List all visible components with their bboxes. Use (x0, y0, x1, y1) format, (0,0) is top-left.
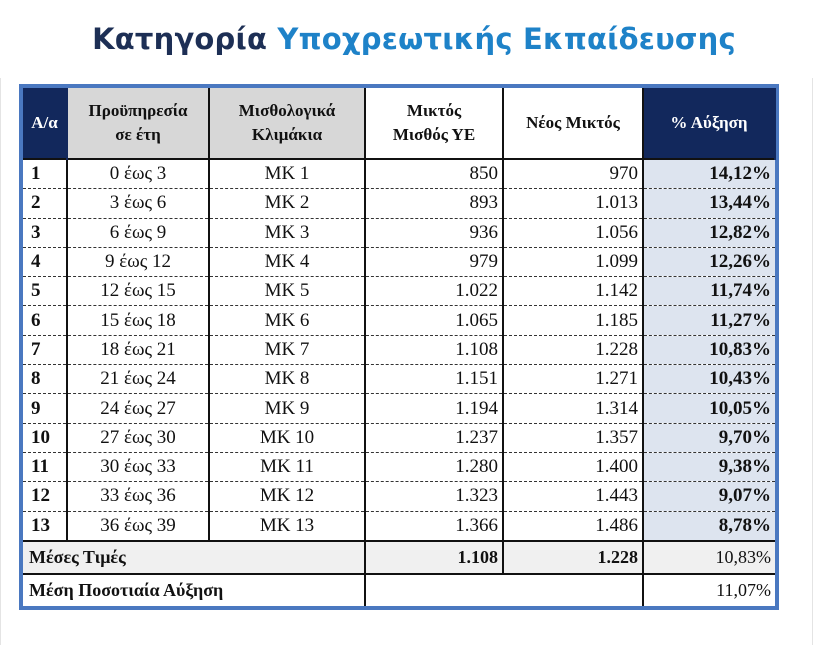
page-title (0, 22, 828, 56)
header-mk-line2: Κλιμάκια (251, 125, 323, 144)
averages-mix: 1.108 (365, 541, 503, 574)
cell-mix: 1.323 (365, 482, 503, 511)
cell-aa: 9 (23, 394, 67, 423)
cell-mix: 850 (365, 159, 503, 189)
averages-label: Μέσες Τιμές (23, 541, 365, 574)
right-edge-line (812, 78, 813, 645)
header-mk-line1: Μισθολογικά (238, 101, 336, 120)
left-edge-line (0, 78, 1, 645)
header-new-label: Νέος Μικτός (526, 113, 620, 132)
cell-mk: ΜΚ 9 (209, 394, 365, 423)
cell-mk: ΜΚ 11 (209, 452, 365, 481)
cell-aa: 13 (23, 511, 67, 541)
cell-mix: 1.237 (365, 423, 503, 452)
cell-aa: 10 (23, 423, 67, 452)
cell-new: 1.013 (503, 189, 643, 218)
cell-new: 1.185 (503, 306, 643, 335)
cell-mix: 979 (365, 247, 503, 276)
avg-increase-pct: 11,07% (643, 574, 775, 606)
cell-aa: 2 (23, 189, 67, 218)
header-mix-line2: Μισθός ΥΕ (392, 125, 476, 144)
table-row (23, 452, 775, 481)
cell-new: 1.357 (503, 423, 643, 452)
cell-mk: ΜΚ 3 (209, 218, 365, 247)
cell-aa: 4 (23, 247, 67, 276)
header-pct-label: % Αύξηση (670, 113, 748, 132)
cell-years: 0 έως 3 (67, 159, 209, 189)
cell-aa: 1 (23, 159, 67, 189)
table-body (23, 159, 775, 541)
cell-mk: ΜΚ 10 (209, 423, 365, 452)
cell-new: 1.443 (503, 482, 643, 511)
cell-new: 1.486 (503, 511, 643, 541)
cell-years: 6 έως 9 (67, 218, 209, 247)
table-row (23, 247, 775, 276)
cell-mix: 936 (365, 218, 503, 247)
header-pct (643, 88, 775, 159)
cell-mk: ΜΚ 8 (209, 365, 365, 394)
table-row (23, 423, 775, 452)
cell-years: 9 έως 12 (67, 247, 209, 276)
cell-pct: 10,83% (643, 335, 775, 364)
cell-pct: 14,12% (643, 159, 775, 189)
table-row (23, 511, 775, 541)
cell-mk: ΜΚ 4 (209, 247, 365, 276)
cell-mix: 1.151 (365, 365, 503, 394)
title-part-2: Υποχρεωτικής Εκπαίδευσης (277, 22, 736, 56)
header-row (23, 88, 775, 159)
avg-increase-label: Μέση Ποσοτιαία Αύξηση (23, 574, 365, 606)
table-row (23, 306, 775, 335)
cell-pct: 9,07% (643, 482, 775, 511)
cell-years: 18 έως 21 (67, 335, 209, 364)
header-years-line1: Προϋπηρεσία (88, 101, 188, 120)
cell-new: 1.314 (503, 394, 643, 423)
cell-pct: 11,27% (643, 306, 775, 335)
header-aa-label: Α/α (31, 113, 58, 132)
cell-mk: ΜΚ 2 (209, 189, 365, 218)
cell-aa: 3 (23, 218, 67, 247)
cell-mk: ΜΚ 7 (209, 335, 365, 364)
cell-aa: 5 (23, 277, 67, 306)
cell-years: 30 έως 33 (67, 452, 209, 481)
cell-mix: 1.022 (365, 277, 503, 306)
header-mk (209, 88, 365, 159)
cell-mk: ΜΚ 12 (209, 482, 365, 511)
table-row (23, 482, 775, 511)
cell-mix: 893 (365, 189, 503, 218)
cell-new: 1.400 (503, 452, 643, 481)
cell-new: 1.142 (503, 277, 643, 306)
header-aa (23, 88, 67, 159)
cell-new: 1.056 (503, 218, 643, 247)
cell-mix: 1.065 (365, 306, 503, 335)
cell-new: 1.228 (503, 335, 643, 364)
cell-pct: 12,82% (643, 218, 775, 247)
cell-aa: 8 (23, 365, 67, 394)
table-row (23, 189, 775, 218)
averages-pct: 10,83% (643, 541, 775, 574)
header-mix (365, 88, 503, 159)
cell-mk: ΜΚ 6 (209, 306, 365, 335)
cell-pct: 8,78% (643, 511, 775, 541)
cell-years: 15 έως 18 (67, 306, 209, 335)
avg-increase-row (23, 574, 775, 606)
cell-new: 1.271 (503, 365, 643, 394)
avg-increase-empty (365, 574, 643, 606)
cell-pct: 9,38% (643, 452, 775, 481)
cell-pct: 13,44% (643, 189, 775, 218)
header-new (503, 88, 643, 159)
cell-mk: ΜΚ 5 (209, 277, 365, 306)
cell-mk: ΜΚ 13 (209, 511, 365, 541)
table-row (23, 218, 775, 247)
cell-years: 24 έως 27 (67, 394, 209, 423)
cell-aa: 12 (23, 482, 67, 511)
table-row (23, 335, 775, 364)
salary-table-frame (19, 84, 779, 610)
table-row (23, 394, 775, 423)
cell-years: 27 έως 30 (67, 423, 209, 452)
cell-aa: 11 (23, 452, 67, 481)
cell-pct: 9,70% (643, 423, 775, 452)
cell-pct: 11,74% (643, 277, 775, 306)
cell-pct: 10,05% (643, 394, 775, 423)
cell-years: 21 έως 24 (67, 365, 209, 394)
header-years (67, 88, 209, 159)
averages-row (23, 541, 775, 574)
cell-years: 12 έως 15 (67, 277, 209, 306)
header-years-line2: σε έτη (115, 125, 161, 144)
averages-new: 1.228 (503, 541, 643, 574)
title-part-1: Κατηγορία (92, 22, 268, 56)
cell-new: 970 (503, 159, 643, 189)
cell-mk: ΜΚ 1 (209, 159, 365, 189)
cell-mix: 1.108 (365, 335, 503, 364)
cell-aa: 6 (23, 306, 67, 335)
cell-years: 33 έως 36 (67, 482, 209, 511)
cell-mix: 1.280 (365, 452, 503, 481)
cell-years: 36 έως 39 (67, 511, 209, 541)
cell-new: 1.099 (503, 247, 643, 276)
cell-pct: 10,43% (643, 365, 775, 394)
cell-aa: 7 (23, 335, 67, 364)
header-mix-line1: Μικτός (406, 101, 462, 120)
cell-mix: 1.366 (365, 511, 503, 541)
table-row (23, 159, 775, 189)
cell-years: 3 έως 6 (67, 189, 209, 218)
cell-mix: 1.194 (365, 394, 503, 423)
salary-table (23, 88, 776, 606)
cell-pct: 12,26% (643, 247, 775, 276)
table-row (23, 277, 775, 306)
table-row (23, 365, 775, 394)
